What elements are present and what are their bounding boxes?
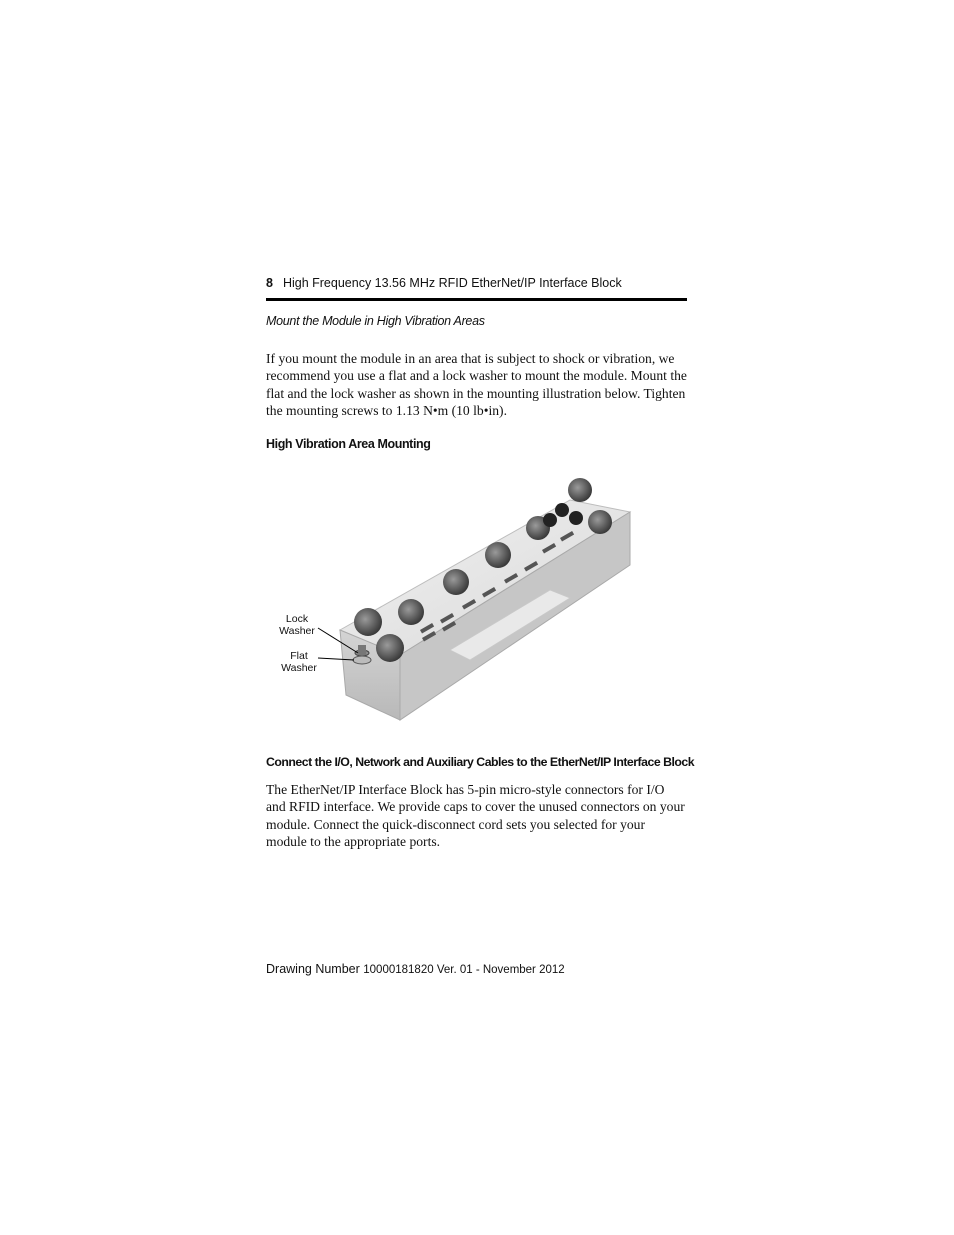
page-number: 8: [266, 276, 273, 290]
footer-label: Drawing Number: [266, 962, 360, 976]
interface-block-illustration: [270, 470, 640, 730]
connector: [485, 542, 511, 568]
connector: [543, 513, 557, 527]
flat-washer-label: Flat Washer: [281, 650, 317, 674]
connector: [443, 569, 469, 595]
mount-paragraph: If you mount the module in an area that is subject to shock or vibration, we recommend you use a flat and a lock washer to mount the module. Mount the flat and the lock washer as shown in the mounting illustration below. Tighten the mounting screws to 1.13 N•m (10 lb•in).: [266, 351, 687, 419]
header-title: High Frequency 13.56 MHz RFID EtherNet/IP Interface Block: [282, 276, 622, 290]
connector: [568, 478, 592, 502]
footer-number: 10000181820 Ver. 01 - November 2012: [363, 964, 565, 976]
mount-subheading: Mount the Module in High Vibration Areas: [266, 314, 485, 328]
header-rule: [266, 298, 687, 301]
connector: [354, 608, 382, 636]
footer: [266, 962, 565, 976]
lock-washer-label: Lock Washer: [279, 613, 315, 637]
connector: [555, 503, 569, 517]
connect-heading: Connect the I/O, Network and Auxiliary Cables to the EtherNet/IP Interface Block: [266, 755, 695, 769]
figure-title: High Vibration Area Mounting: [266, 437, 431, 451]
connector: [588, 510, 612, 534]
connect-paragraph: The EtherNet/IP Interface Block has 5-pin micro-style connectors for I/O and RFID interface. We provide caps to cover the unused connectors on your module. Connect the quick-disconnect cord sets you selected for your module to the appropriate ports.: [266, 782, 685, 850]
connector: [376, 634, 404, 662]
connector: [398, 599, 424, 625]
connector: [569, 511, 583, 525]
running-header: [266, 276, 687, 296]
